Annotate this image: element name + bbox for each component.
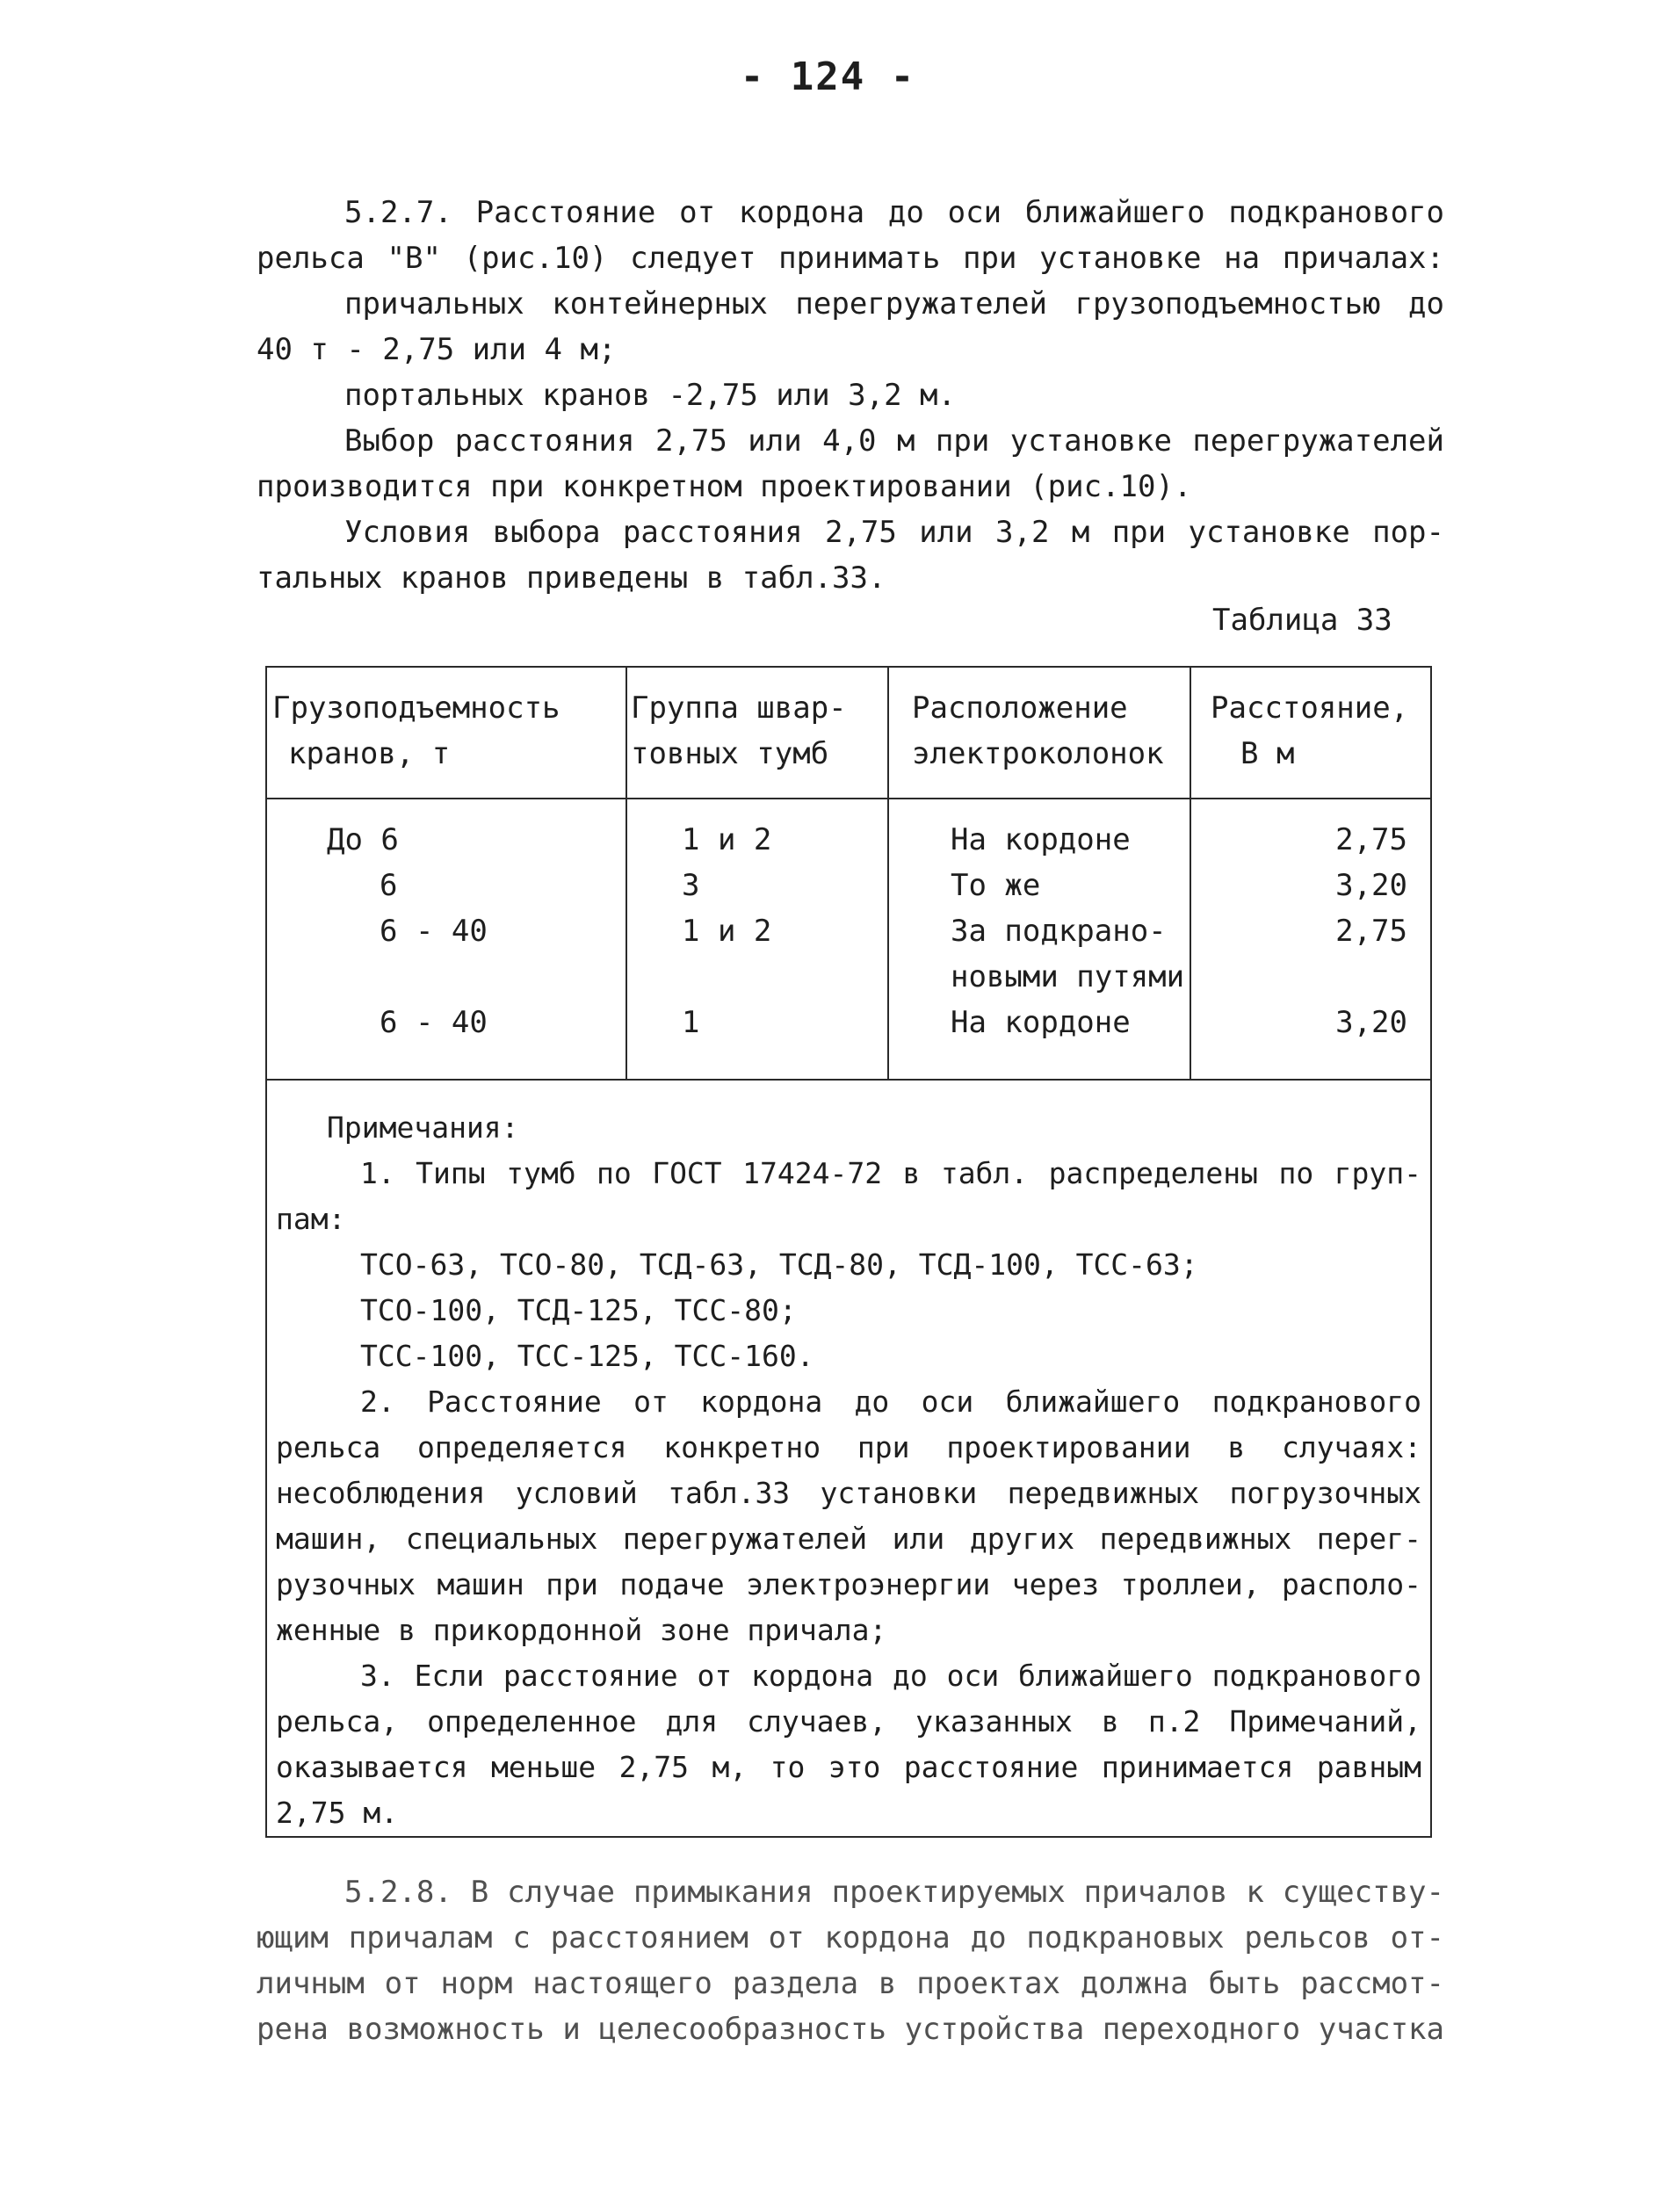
note-line: рельса, определенное для случаев, указанных в п.2 Примечаний, [276, 1704, 1421, 1739]
note-line: рельса определяется конкретно при проектировании в случаях: [276, 1430, 1421, 1464]
intro-line: рельса "В" (рис.10) следует принимать при установке на причалах: [257, 241, 1444, 276]
cell-capacity: 6 [380, 868, 398, 903]
note-line: ТСС-100, ТСС-125, ТСС-160. [360, 1339, 814, 1373]
cell-group: 1 [682, 1005, 700, 1040]
cell-group: 1 и 2 [682, 822, 772, 857]
table-border-top [265, 666, 1432, 668]
notes-border-left [265, 1081, 267, 1838]
cell-capacity: До 6 [327, 822, 399, 857]
note-line: пам: [276, 1202, 346, 1236]
note-line: несоблюдения условий табл.33 установки передвижных погрузочных [276, 1476, 1421, 1510]
header-group: Группа швар- [631, 690, 847, 726]
cell-distance: 3,20 [1335, 868, 1407, 903]
notes-border-right [1430, 1081, 1432, 1838]
note-line: 2. Расстояние от кордона до оси ближайшего подкранового [360, 1384, 1421, 1419]
cell-location: За подкрано- [951, 914, 1167, 949]
header-group: товных тумб [631, 736, 829, 771]
note-line: машин, специальных перегружателей или других передвижных перег- [276, 1522, 1421, 1556]
page-number: - 124 - [740, 54, 916, 99]
table-divider [887, 666, 889, 1081]
note-line: 3. Если расстояние от кордона до оси ближайшего подкранового [360, 1659, 1421, 1693]
table-border-left [265, 666, 267, 1081]
intro-line: производится при конкретном проектировании (рис.10). [257, 469, 1192, 504]
cell-distance: 3,20 [1335, 1005, 1407, 1040]
note-line: рузочных машин при подаче электроэнергии через троллеи, располо- [276, 1567, 1421, 1601]
header-capacity: кранов, т [288, 736, 451, 771]
header-capacity: Грузоподъемность [272, 690, 560, 726]
intro-line: причальных контейнерных перегружателей грузоподъемностью до [344, 286, 1444, 322]
note-line: оказывается меньше 2,75 м, то это расстояние принимается равным [276, 1750, 1421, 1784]
intro-line: 40 т - 2,75 или 4 м; [257, 332, 617, 367]
notes-border-bottom [265, 1836, 1432, 1838]
intro-line: портальных кранов -2,75 или 3,2 м. [344, 378, 956, 413]
closing-line: рена возможность и целесообразность устройства переходного участка [257, 2012, 1444, 2047]
cell-capacity: 6 - 40 [380, 914, 488, 949]
note-line: 2,75 м. [276, 1796, 399, 1830]
note-line: ТСО-63, ТСО-80, ТСД-63, ТСД-80, ТСД-100, ТСС-63; [360, 1247, 1198, 1282]
intro-line: Выбор расстояния 2,75 или 4,0 м при установке перегружателей [344, 423, 1444, 459]
cell-distance: 2,75 [1335, 822, 1407, 857]
cell-distance: 2,75 [1335, 914, 1407, 949]
note-line: 1. Типы тумб по ГОСТ 17424-72 в табл. распределены по груп- [360, 1156, 1421, 1190]
cell-group: 3 [682, 868, 700, 903]
header-location: Расположение [912, 690, 1128, 726]
cell-capacity: 6 - 40 [380, 1005, 488, 1040]
note-line: женные в прикордонной зоне причала; [276, 1613, 887, 1647]
closing-line: ющим причалам с расстоянием от кордона до подкрановых рельсов от- [257, 1920, 1444, 1955]
header-distance: В м [1240, 736, 1295, 771]
intro-line: тальных кранов приведены в табл.33. [257, 560, 886, 596]
table-border-right [1430, 666, 1432, 1081]
intro-line: 5.2.7. Расстояние от кордона до оси ближайшего подкранового [344, 195, 1444, 230]
header-distance: Расстояние, [1211, 690, 1409, 726]
header-location: электроколонок [912, 736, 1164, 771]
cell-location: На кордоне [951, 1005, 1131, 1040]
table-notes [265, 1081, 1432, 1838]
intro-line: Условия выбора расстояния 2,75 или 3,2 м при установке пор- [344, 515, 1444, 550]
table-border-header [265, 798, 1432, 799]
table-divider [626, 666, 627, 1081]
note-line: Примечания: [327, 1110, 519, 1145]
closing-line: личным от норм настоящего раздела в проектах должна быть рассмот- [257, 1966, 1444, 2001]
cell-group: 1 и 2 [682, 914, 772, 949]
table-divider [1190, 666, 1191, 1081]
table-caption: Таблица 33 [1212, 603, 1392, 638]
cell-location: На кордоне [951, 822, 1131, 857]
note-line: ТСО-100, ТСД-125, ТСС-80; [360, 1293, 797, 1327]
closing-line: 5.2.8. В случае примыкания проектируемых причалов к существу- [344, 1875, 1444, 1910]
table-33 [265, 666, 1432, 1081]
cell-location: То же [951, 868, 1041, 903]
cell-location: новыми путями [951, 959, 1185, 994]
